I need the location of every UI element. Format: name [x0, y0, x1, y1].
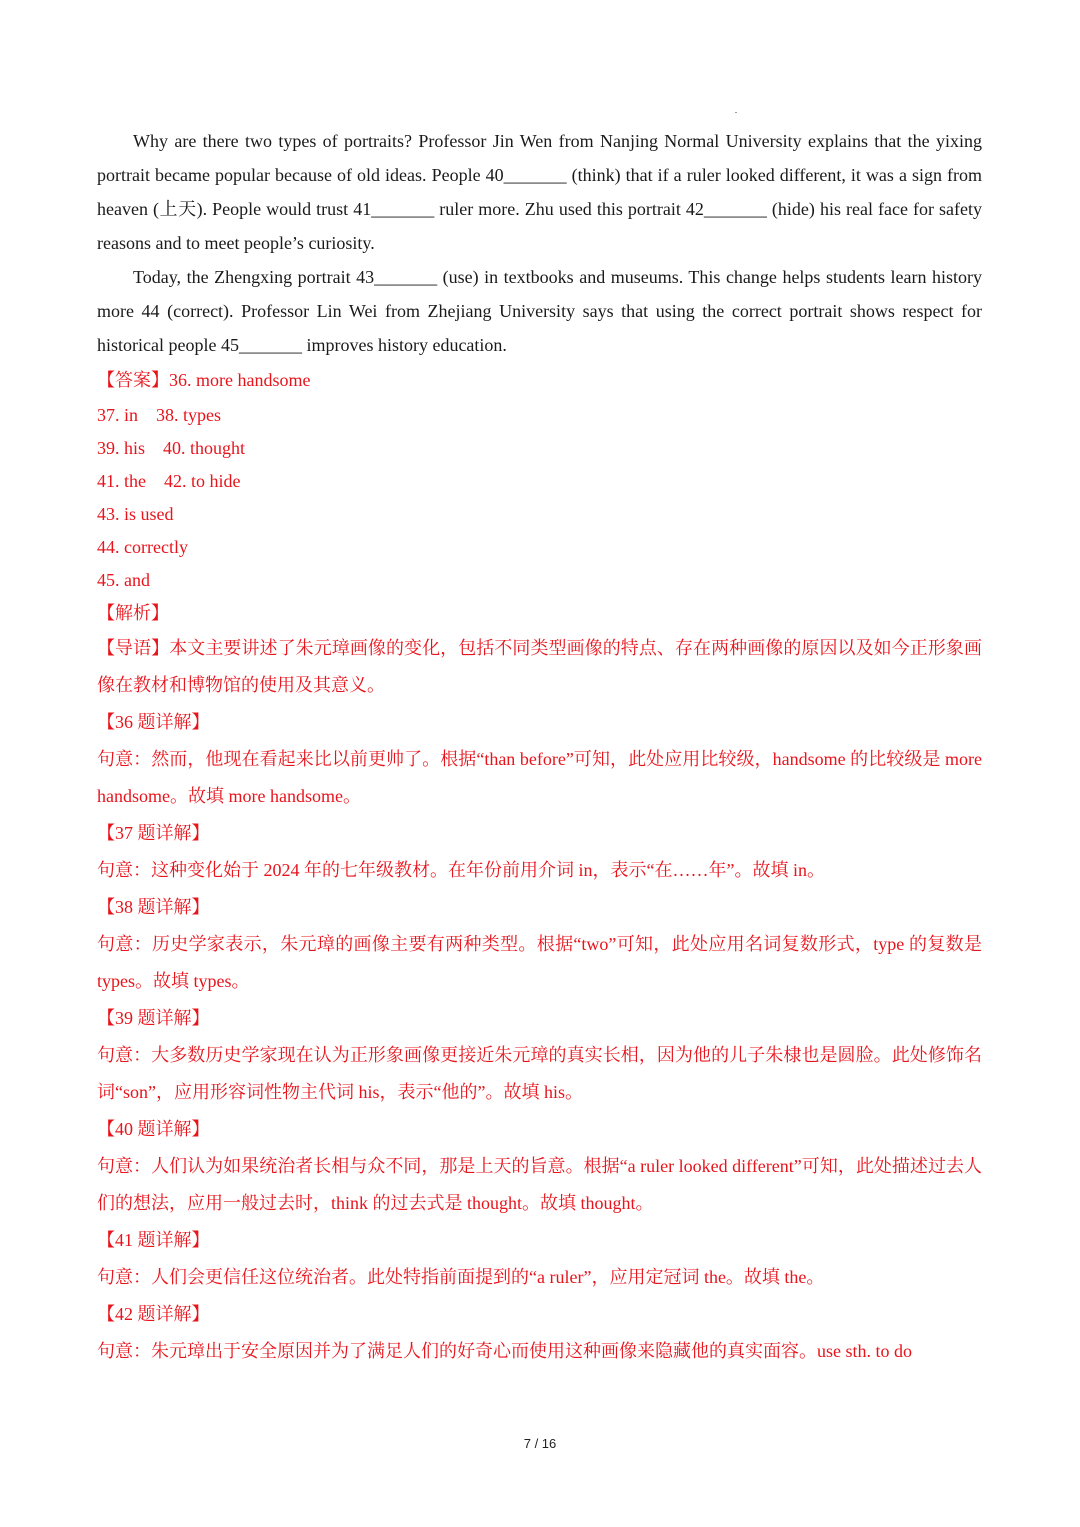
item-heading-42: 【42 题详解】 — [97, 1304, 210, 1324]
stray-mark — [735, 112, 737, 113]
answers-label: 【答案】 — [97, 370, 169, 390]
answer-line: 45. and — [97, 570, 150, 590]
item-text-41: 句意：人们会更信任这位统治者。此处特指前面提到的“a ruler”，应用定冠词 the。故填 the。 — [97, 1267, 825, 1287]
intro-text: 本文主要讲述了朱元璋画像的变化，包括不同类型画像的特点、存在两种画像的原因以及如今正形象画像在教材和博物馆的使用及其意义。 — [97, 638, 982, 695]
answer-line: 41. the 42. to hide — [97, 471, 241, 491]
item-text-39: 句意：大多数历史学家现在认为正形象画像更接近朱元璋的真实长相，因为他的儿子朱棣也是圆脸。此处修饰名词“son”，应用形容词性物主代词 his，表示“他的”。故填 his。 — [97, 1045, 982, 1102]
item-heading-41: 【41 题详解】 — [97, 1230, 210, 1250]
answer-line: 43. is used — [97, 504, 174, 524]
document-page — [97, 124, 982, 1370]
answer-line: 44. correctly — [97, 537, 188, 557]
answers-list — [97, 399, 982, 597]
page-number: 7 / 16 — [523, 1436, 557, 1451]
item-heading-39: 【39 题详解】 — [97, 1008, 210, 1028]
analysis-label: 【解析】 — [97, 603, 169, 623]
item-heading-38: 【38 题详解】 — [97, 897, 210, 917]
item-text-40: 句意：人们认为如果统治者长相与众不同，那是上天的旨意。根据“a ruler looked different”可知，此处描述过去人们的想法，应用一般过去时，think 的过去式是 thought。故填 thought。 — [97, 1156, 982, 1213]
answers-first-line — [97, 364, 982, 397]
passage-paragraph-1: Why are there two types of portraits? Professor Jin Wen from Nanjing Normal University explains that the yixing portrait became popular because of old ideas. People 40_______ (think) that if a ruler looked different, it was a sign from heaven (上天). People would trust 41_______ ruler more. Zhu used this portrait 42_______ (hide) his real face for safety reasons and to meet people’s curiosity. — [97, 131, 982, 253]
intro-paragraph — [97, 630, 982, 704]
item-text-36: 句意：然而，他现在看起来比以前更帅了。根据“than before”可知，此处应用比较级，handsome 的比较级是 more handsome。故填 more handsome。 — [97, 749, 982, 806]
answer-line: 39. his 40. thought — [97, 438, 246, 458]
item-text-38: 句意：历史学家表示，朱元璋的画像主要有两种类型。根据“two”可知，此处应用名词复数形式，type 的复数是 types。故填 types。 — [97, 934, 982, 991]
passage-paragraph-2: Today, the Zhengxing portrait 43_______ (use) in textbooks and museums. This change helps students learn history more 44 (correct). Professor Lin Wei from Zhejiang University says that using the correct portrait shows respect for historical people 45_______ improves history education. — [97, 267, 982, 355]
intro-label: 【导语】 — [97, 638, 170, 658]
item-heading-40: 【40 题详解】 — [97, 1119, 210, 1139]
item-heading-37: 【37 题详解】 — [97, 823, 210, 843]
answer-line: 37. in 38. types — [97, 405, 221, 425]
item-heading-36: 【36 题详解】 — [97, 712, 210, 732]
answer-36: 36. more handsome — [169, 370, 311, 390]
item-text-42: 句意：朱元璋出于安全原因并为了满足人们的好奇心而使用这种画像来隐藏他的真实面容。use sth. to do — [97, 1341, 912, 1361]
item-text-37: 句意：这种变化始于 2024 年的七年级教材。在年份前用介词 in，表示“在……年”。故填 in。 — [97, 860, 825, 880]
